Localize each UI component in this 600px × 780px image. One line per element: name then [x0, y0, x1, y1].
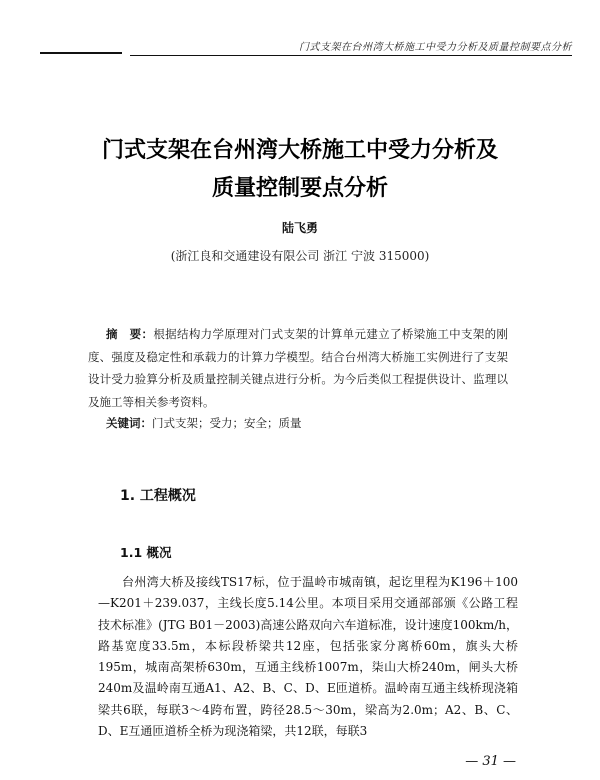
keywords: [106, 412, 508, 435]
running-title: 门式支架在台州湾大桥施工中受力分析及质量控制要点分析: [130, 38, 572, 56]
body-paragraph: 台州湾大桥及接线TS17标，位于温岭市城南镇，起讫里程为K196＋100—K201＋239.037，主线长度5.14公里。本项目采用交通部部颁《公路工程技术标准》(JTG B01－2003)高速公路双向六车道标准，设计速度100km/h，路基宽度33.5m，本标段桥梁共12座，包括张家分离桥60m，旗头大桥195m，城南高架桥630m，互通主线桥1007m，柒山大桥240m，闸头大桥240m及温岭南互通A1、A2、B、C、D、E匝道桥。温岭南互通主线桥现浇箱梁共6联，每联3～4跨布置，跨径28.5～30m，梁高为2.0m；A2、B、C、D、E互通匝道桥全桥为现浇箱梁，共12联，每联3: [98, 575, 518, 739]
author-name: 陆飞勇: [281, 221, 318, 235]
keywords-label: 关键词：: [106, 416, 152, 430]
page-number: — 31 —: [465, 754, 516, 769]
title-line-2: 质量控制要点分析: [211, 176, 388, 201]
keywords-text: 门式支架；受力；安全；质量: [152, 416, 302, 430]
author-affiliation: (浙江良和交通建设有限公司 浙江 宁波 315000): [170, 249, 430, 263]
section-heading-1: 1. 工程概况: [120, 488, 196, 504]
running-header: [40, 38, 572, 56]
subsection-heading-1-1: 1.1 概况: [120, 545, 172, 560]
title-line-1: 门式支架在台州湾大桥施工中受力分析及: [101, 138, 498, 163]
abstract: [88, 323, 508, 413]
article-title: [0, 132, 600, 208]
abstract-label: 摘 要：: [106, 327, 154, 341]
abstract-text: 根据结构力学原理对门式支架的计算单元建立了桥梁施工中支架的刚度、强度及稳定性和承载力的计算力学模型。结合台州湾大桥施工实例进行了支架设计受力验算分析及质量控制关键点进行分析。为今后类似工程提供设计、监理以及施工等相关参考资料。: [88, 327, 509, 409]
header-rule: [40, 52, 122, 54]
